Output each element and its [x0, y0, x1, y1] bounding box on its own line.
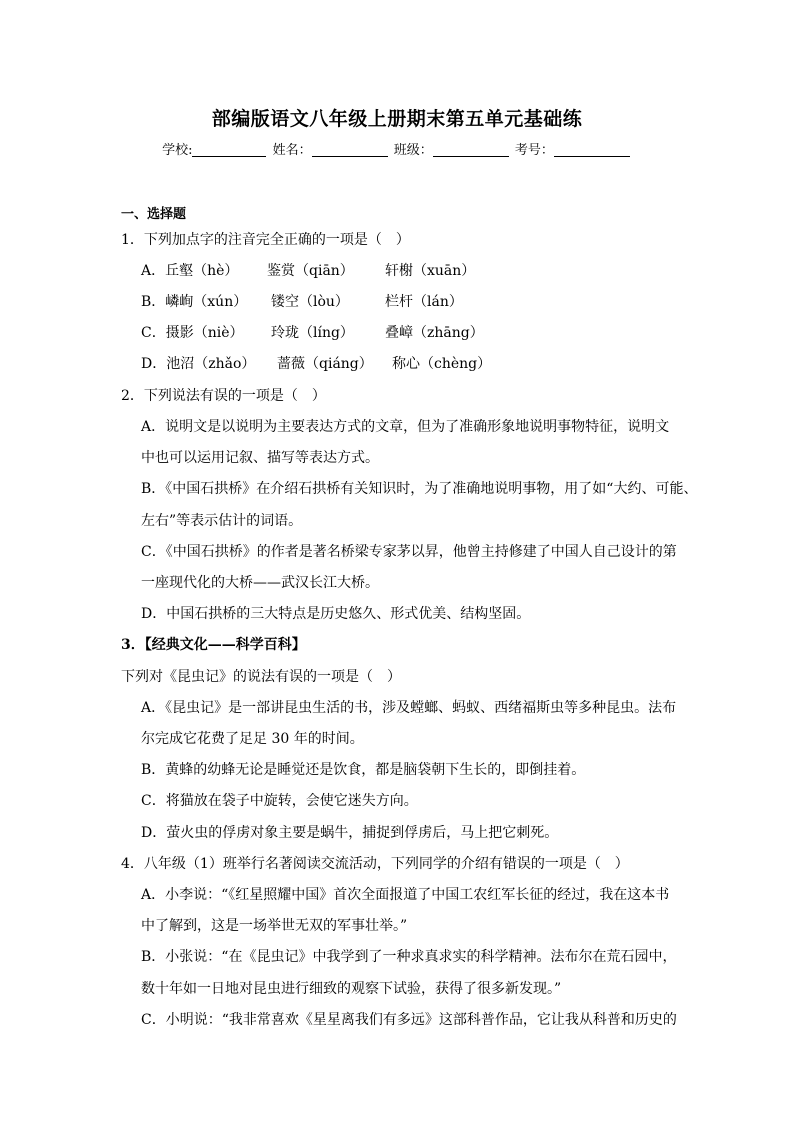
q4-option-a-cont: 中了解到，这是一场举世无双的军事壮举。” — [141, 918, 408, 934]
q3-option-a-cont: 尔完成它花费了足足 30 年的时间。 — [141, 731, 364, 747]
q1-option-a — [141, 260, 475, 280]
q2-option-a-cont: 中也可以运用记叙、描写等表达方式。 — [141, 450, 379, 466]
class-label: 班级： — [393, 143, 433, 158]
q1-option-c — [141, 322, 484, 342]
q4-stem: 4．八年级（1）班举行名著阅读交流活动，下列同学的介绍有错误的一项是（ ） — [121, 856, 629, 872]
page-title: 部编版语文八年级上册期末第五单元基础练 — [211, 108, 583, 130]
q4-option-c: C．小明说：“我非常喜欢《星星离我们有多远》这部科普作品，它让我从科普和历史的 — [141, 1012, 677, 1028]
q1-b-2: 镂空（lòu） — [271, 294, 349, 310]
name-blank[interactable] — [312, 142, 388, 157]
q2-option-b: B．《中国石拱桥》在介绍石拱桥有关知识时，为了准确地说明事物，用了如“大约、可能、 — [141, 481, 698, 497]
q1-b-3: 栏杆（lán） — [385, 294, 463, 310]
q1-a-1: A．丘壑（hè） — [141, 263, 239, 279]
q1-d-3: 称心（chèng） — [392, 356, 492, 372]
student-info-line — [0, 139, 794, 158]
q2-option-a: A．说明文是以说明为主要表达方式的文章，但为了准确形象地说明事物特征，说明文 — [141, 419, 670, 435]
school-label: 学校: — [162, 143, 193, 158]
q1-d-1: D．池沼（zhǎo） — [141, 356, 256, 372]
name-label: 姓名： — [272, 143, 312, 158]
q1-c-3: 叠嶂（zhāng） — [385, 325, 484, 341]
q2-option-d: D．中国石拱桥的三大特点是历史悠久、形式优美、结构坚固。 — [141, 606, 531, 622]
class-blank[interactable] — [433, 142, 509, 157]
school-blank[interactable] — [192, 142, 266, 157]
q1-c-1: C．摄影（niè） — [141, 325, 244, 341]
q1-a-2: 鉴赏（qiān） — [267, 263, 354, 279]
q3-option-a: A．《昆虫记》是一部讲昆虫生活的书，涉及螳螂、蚂蚁、西绪福斯虫等多种昆虫。法布 — [141, 700, 677, 716]
number-blank[interactable] — [554, 142, 630, 157]
q2-stem: 2．下列说法有误的一项是（ ） — [121, 388, 326, 404]
section-heading: 一、选择题 — [121, 207, 187, 222]
q3-stem: 3．【经典文化——科学百科】 — [121, 637, 306, 653]
q1-d-2: 蔷薇（qiáng） — [277, 356, 373, 372]
q3-sub: 下列对《昆虫记》的说法有误的一项是（ ） — [121, 669, 401, 685]
q3-option-c: C．将猫放在袋子中旋转，会使它迷失方向。 — [141, 793, 418, 809]
q4-option-a: A．小李说：“《红星照耀中国》首次全面报道了中国工农红军长征的经过，我在这本书 — [141, 887, 670, 903]
q1-option-b — [141, 291, 463, 311]
q1-a-3: 轩榭（xuān） — [385, 263, 476, 279]
q2-option-c: C．《中国石拱桥》的作者是著名桥梁专家茅以昇，他曾主持修建了中国人自己设计的第 — [141, 544, 677, 560]
q1-b-1: B．嶙峋（xún） — [141, 294, 248, 310]
q4-option-b-cont: 数十年如一日地对昆虫进行细致的观察下试验，获得了很多新发现。” — [141, 981, 562, 997]
number-label: 考号： — [514, 143, 554, 158]
q1-option-d — [141, 353, 491, 373]
q2-option-c-cont: 一座现代化的大桥——武汉长江大桥。 — [141, 575, 379, 591]
q1-c-2: 玲珑（líng） — [271, 325, 354, 341]
q1-stem: 1．下列加点字的注音完全正确的一项是（ ） — [121, 232, 410, 248]
q4-option-b: B．小张说：“在《昆虫记》中我学到了一种求真求实的科学精神。法布尔在荒石园中， — [141, 949, 677, 965]
q3-option-d: D．萤火虫的俘虏对象主要是蜗牛，捕捉到俘虏后，马上把它刺死。 — [141, 825, 559, 841]
q3-option-b: B．黄蜂的幼蜂无论是睡觉还是饮食，都是脑袋朝下生长的，即倒挂着。 — [141, 762, 586, 778]
q2-option-b-cont: 左右”等表示估计的词语。 — [141, 513, 303, 529]
